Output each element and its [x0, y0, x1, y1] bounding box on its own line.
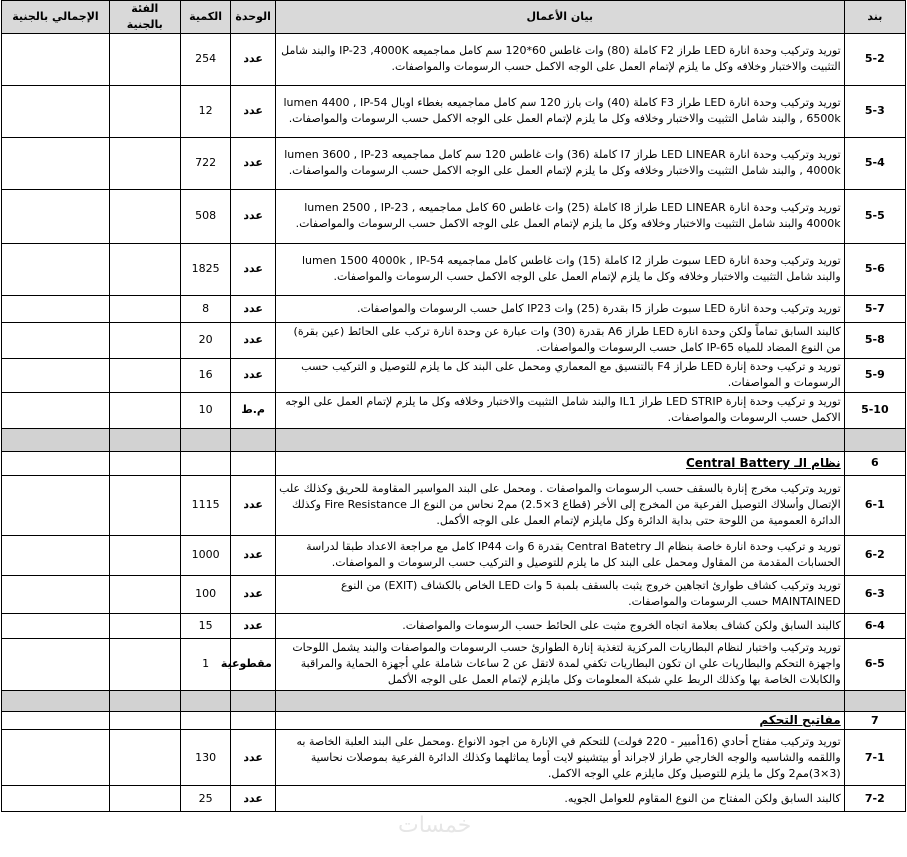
- item-number: 5-8: [844, 322, 905, 358]
- spacer-cell: [180, 428, 231, 451]
- header-item-no: بند: [844, 1, 905, 34]
- item-total: [2, 575, 110, 613]
- spacer-cell: [2, 690, 110, 711]
- item-quantity: 20: [180, 322, 231, 358]
- item-description: توريد وتركيب وحدة انارة LED سبوت طراز I2 كاملة (15) وات غاطس كامل مماجميعه lumen 1500 4000k , IP-54 والبند شامل التثبيت والاختبار وخلافه وكل ما يلزم لإتمام العمل على الوجه الاكمل حسب الرسومات والمواصفات.: [275, 243, 844, 295]
- item-unit: عدد: [231, 613, 275, 638]
- item-unit: عدد: [231, 137, 275, 189]
- item-quantity: 16: [180, 358, 231, 392]
- item-description: كالبند السابق تماماً ولكن وحدة انارة LED طراز A6 بقدرة (30) وات عبارة عن وحدة انارة تركب على الحائط (عين بقرة) من النوع المضاد للمياه IP-65 كامل حسب الرسومات والمواصفات.: [275, 322, 844, 358]
- item-description: توريد وتركيب كشاف طوارئ اتجاهين خروج يثبت بالسقف بلمبة 5 وات LED الخاص بالكشاف (EXIT) من النوع MAINTAINED حسب الرسومات والمواصفات.: [275, 575, 844, 613]
- item-quantity: 8: [180, 295, 231, 322]
- section-header-row: [2, 711, 906, 729]
- table-row: [2, 33, 906, 85]
- item-rate: [109, 730, 180, 786]
- item-rate: [109, 638, 180, 690]
- item-description: توريد وتركيب وحدة انارة LED سبوت طراز I5 بقدرة (25) وات IP23 كامل حسب الرسومات والمواصفات.: [275, 295, 844, 322]
- spacer-cell: [180, 690, 231, 711]
- item-unit: [231, 711, 275, 729]
- table-row: [2, 358, 906, 392]
- item-total: [2, 322, 110, 358]
- item-number: 6-4: [844, 613, 905, 638]
- item-description: نظام الـ Central Battery: [275, 451, 844, 475]
- table-row: [2, 613, 906, 638]
- item-rate: [109, 358, 180, 392]
- item-description: توريد وتركيب مفتاح أحادي (16أمبير - 220 فولت) للتحكم في الإنارة من اجود الانواع .ومحمل على البند العلبة الخاصة به واللقمه والشاسيه والوجه الخارجي طراز لاجراند أو بيتشينو لايت أوما يماثلهما وكذلك الدائرة الفرعية بموصلات نحاسية (3×3)مم2 وكل ما يلزم للتوصيل وكل مايلزم علي الوجه الاكمل.: [275, 730, 844, 786]
- item-number: 6-5: [844, 638, 905, 690]
- spacer-cell: [2, 428, 110, 451]
- item-total: [2, 137, 110, 189]
- spacer-cell: [231, 690, 275, 711]
- item-unit: عدد: [231, 475, 275, 535]
- table-row: [2, 85, 906, 137]
- table-row: [2, 243, 906, 295]
- spacer-cell: [275, 690, 844, 711]
- item-quantity: 10: [180, 392, 231, 428]
- item-quantity: 15: [180, 613, 231, 638]
- item-quantity: 12: [180, 85, 231, 137]
- table-row: [2, 638, 906, 690]
- item-unit: عدد: [231, 33, 275, 85]
- item-unit: عدد: [231, 295, 275, 322]
- item-number: 7-2: [844, 786, 905, 812]
- item-unit: عدد: [231, 786, 275, 812]
- item-number: 6-1: [844, 475, 905, 535]
- header-description: بيان الأعمال: [275, 1, 844, 34]
- table-row: [2, 786, 906, 812]
- table-row: [2, 535, 906, 575]
- item-unit: عدد: [231, 85, 275, 137]
- spacer-row: [2, 690, 906, 711]
- item-rate: [109, 137, 180, 189]
- item-unit: عدد: [231, 358, 275, 392]
- item-quantity: 254: [180, 33, 231, 85]
- item-total: [2, 451, 110, 475]
- header-rate: الفئة بالجنية: [109, 1, 180, 34]
- item-quantity: [180, 711, 231, 729]
- header-unit: الوحدة: [231, 1, 275, 34]
- item-unit: مقطوعية: [231, 638, 275, 690]
- item-total: [2, 613, 110, 638]
- item-quantity: 1: [180, 638, 231, 690]
- spacer-cell: [109, 428, 180, 451]
- table-row: [2, 575, 906, 613]
- header-quantity: الكمية: [180, 1, 231, 34]
- item-rate: [109, 85, 180, 137]
- section-header-row: [2, 451, 906, 475]
- item-total: [2, 85, 110, 137]
- item-rate: [109, 322, 180, 358]
- table-row: [2, 137, 906, 189]
- item-rate: [109, 575, 180, 613]
- item-description: توريد و تركيب وحدة إنارة LED طراز F4 بالتنسيق مع المعماري ومحمل على البند كل ما يلزم للتوصيل و التركيب حسب الرسومات و المواصفات.: [275, 358, 844, 392]
- item-description: توريد وتركيب وحدة انارة LED طراز F3 كاملة (40) وات بارز 120 سم كامل مماجميعه بغطاء اوبال lumen 4400 , IP-54 , 6500k والبند شامل التثبيت والاختبار وخلافه وكل ما يلزم لإتمام العمل على الوجه الاكمل حسب الرسومات والمواصفات.: [275, 85, 844, 137]
- item-quantity: 1000: [180, 535, 231, 575]
- item-description: توريد و تركيب وحدة إنارة LED STRIP طراز IL1 والبند شامل التثبيت والاختبار وخلافه وكل ما يلزم لإتمام العمل على الوجه الاكمل حسب الرسومات والمواصفات.: [275, 392, 844, 428]
- item-description: توريد وتركيب وحدة انارة LED طراز F2 كاملة (80) وات غاطس 60*120 سم كامل مماجميعه IP-23 ,4000K والبند شامل التثبيت والاختبار وخلافه وكل ما يلزم لإتمام العمل على الوجه الاكمل حسب الرسومات والمواصفات.: [275, 33, 844, 85]
- item-number: 7: [844, 711, 905, 729]
- item-quantity: [180, 451, 231, 475]
- item-unit: عدد: [231, 189, 275, 243]
- item-description: مفاتيح التحكم: [275, 711, 844, 729]
- item-total: [2, 33, 110, 85]
- item-total: [2, 243, 110, 295]
- item-unit: [231, 451, 275, 475]
- item-description: توريد وتركيب مخرج إنارة بالسقف حسب الرسومات والمواصفات . ومحمل على البند المواسير المقاومة للحريق وكذلك علب الإتصال وأسلاك التوصيل الفرعية من المخرج إلى الأخر (قطاع 3×2.5) مم2 نحاس من النوع الـ Fire Resistance وكذلك الدائرة العمومية من اللوحة حتى بداية الدائرة وكل مايلزم لإتمام العمل على الوجه الأكمل.: [275, 475, 844, 535]
- item-rate: [109, 711, 180, 729]
- spacer-cell: [109, 690, 180, 711]
- item-total: [2, 786, 110, 812]
- spacer-cell: [844, 690, 905, 711]
- item-quantity: 508: [180, 189, 231, 243]
- item-rate: [109, 33, 180, 85]
- item-number: 7-1: [844, 730, 905, 786]
- watermark-logo: خمسات: [398, 813, 472, 838]
- item-number: 5-4: [844, 137, 905, 189]
- spacer-cell: [844, 428, 905, 451]
- item-number: 6: [844, 451, 905, 475]
- item-rate: [109, 451, 180, 475]
- item-total: [2, 638, 110, 690]
- item-rate: [109, 189, 180, 243]
- item-description: توريد وتركيب وحدة انارة LED LINEAR طراز I7 كاملة (36) وات غاطس 120 سم كامل مماجميعه lumen 3600 , IP-23 , 4000k والبند شامل التثبيت والاختبار وخلافه وكل ما يلزم لإتمام العمل على الوجه الاكمل حسب الرسومات والمواصفات.: [275, 137, 844, 189]
- item-total: [2, 358, 110, 392]
- item-total: [2, 711, 110, 729]
- spacer-cell: [275, 428, 844, 451]
- header-total: الإجمالي بالجنية: [2, 1, 110, 34]
- item-description: توريد و تركيب وحدة انارة خاصة بنظام الـ Central Batetry بقدرة 6 وات IP44 كامل مع مراجعة الاعداد طبقا لدراسة الحسابات المقدمة من المقاول ومحمل على البند كل ما يلزم للتوصيل و التركيب حسب الرسومات و المواصفات.: [275, 535, 844, 575]
- item-quantity: 100: [180, 575, 231, 613]
- item-total: [2, 295, 110, 322]
- item-quantity: 130: [180, 730, 231, 786]
- item-number: 5-10: [844, 392, 905, 428]
- item-number: 6-3: [844, 575, 905, 613]
- table-row: [2, 730, 906, 786]
- item-unit: عدد: [231, 730, 275, 786]
- item-number: 5-7: [844, 295, 905, 322]
- item-rate: [109, 786, 180, 812]
- spacer-cell: [231, 428, 275, 451]
- item-number: 5-5: [844, 189, 905, 243]
- item-total: [2, 730, 110, 786]
- item-quantity: 722: [180, 137, 231, 189]
- item-unit: عدد: [231, 535, 275, 575]
- item-unit: م.ط: [231, 392, 275, 428]
- bill-of-quantities-table: [1, 0, 906, 812]
- item-unit: عدد: [231, 575, 275, 613]
- item-rate: [109, 295, 180, 322]
- item-quantity: 1115: [180, 475, 231, 535]
- item-total: [2, 189, 110, 243]
- item-unit: عدد: [231, 322, 275, 358]
- item-quantity: 1825: [180, 243, 231, 295]
- item-rate: [109, 613, 180, 638]
- header-row: [2, 1, 906, 34]
- table-row: [2, 295, 906, 322]
- item-number: 5-9: [844, 358, 905, 392]
- table-row: [2, 475, 906, 535]
- item-description: كالبند السابق ولكن المفتاح من النوع المقاوم للعوامل الجويه.: [275, 786, 844, 812]
- spacer-row: [2, 428, 906, 451]
- item-rate: [109, 535, 180, 575]
- item-unit: عدد: [231, 243, 275, 295]
- item-total: [2, 392, 110, 428]
- item-number: 5-2: [844, 33, 905, 85]
- item-quantity: 25: [180, 786, 231, 812]
- table-row: [2, 322, 906, 358]
- item-total: [2, 535, 110, 575]
- item-description: كالبند السابق ولكن كشاف بعلامة اتجاه الخروج مثبت على الحائط حسب الرسومات والمواصفات.: [275, 613, 844, 638]
- item-number: 5-6: [844, 243, 905, 295]
- item-rate: [109, 243, 180, 295]
- table-row: [2, 189, 906, 243]
- item-total: [2, 475, 110, 535]
- table-row: [2, 392, 906, 428]
- item-number: 5-3: [844, 85, 905, 137]
- item-rate: [109, 392, 180, 428]
- item-description: توريد وتركيب وحدة انارة LED LINEAR طراز I8 كاملة (25) وات غاطس 60 كامل مماجميعه lumen 2500 , IP-23 , 4000k والبند شامل التثبيت والاختبار وخلافه وكل ما يلزم لإتمام العمل على الوجه الاكمل حسب الرسومات والمواصفات.: [275, 189, 844, 243]
- item-description: توريد وتركيب واختبار لنظام البطاريات المركزية لتغذية إنارة الطوارئ حسب الرسومات والمواصفات والبند يشمل اللوحات واجهزة التحكم والبطاريات علي ان تكون البطاريات تكفي لمدة لاتقل عن 2 ساعات شاملة علي أجهزة الحماية والمراقبة والكابلات الخاصة بها وكذلك الربط علي شبكة المعلومات وكل مايلزم لإتمام العمل على الوجه الأكمل: [275, 638, 844, 690]
- item-rate: [109, 475, 180, 535]
- item-number: 6-2: [844, 535, 905, 575]
